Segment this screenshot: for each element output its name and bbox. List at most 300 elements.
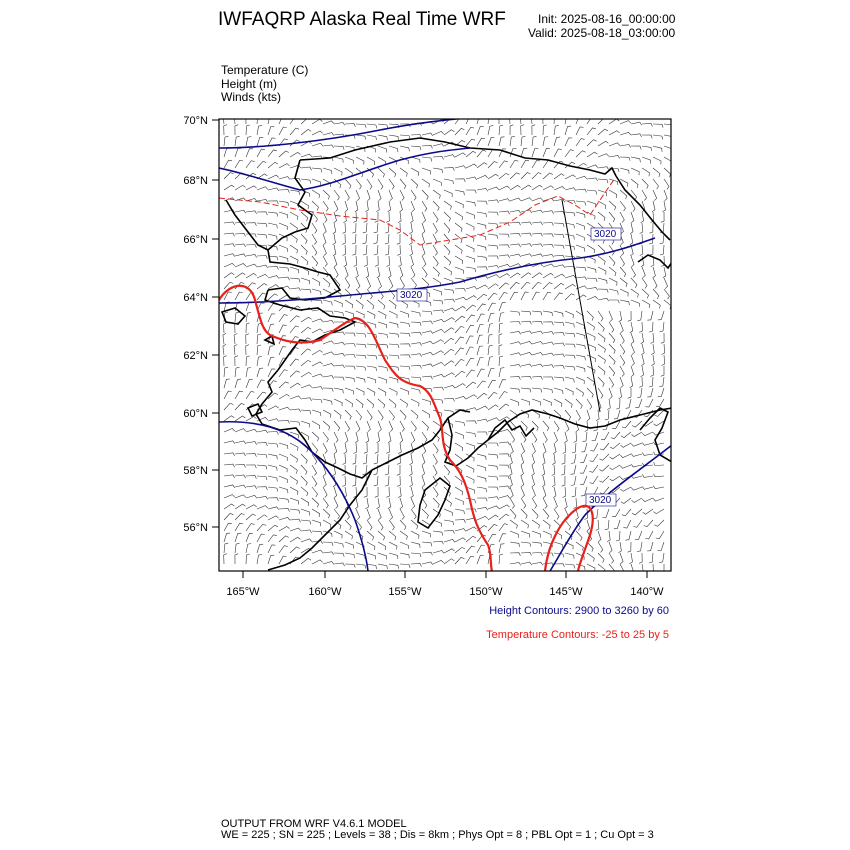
wind-barb [477, 245, 486, 251]
wind-barb [610, 454, 620, 459]
wind-barb [499, 505, 510, 509]
wind-barb [622, 509, 631, 516]
wind-barb [386, 256, 389, 267]
wind-barb [589, 465, 598, 472]
wind-barb [455, 476, 462, 485]
wind-barb [543, 377, 553, 380]
wind-barb [444, 509, 452, 516]
wind-barb [466, 325, 474, 333]
wind-barb [246, 223, 256, 226]
wind-barb [477, 516, 488, 520]
wind-barb [279, 190, 289, 193]
wind-barb [400, 531, 407, 540]
wind-barb [433, 498, 439, 508]
wind-barb [388, 498, 391, 509]
wind-barb [649, 322, 653, 332]
wind-barb [333, 223, 336, 234]
wind-barb [598, 542, 603, 552]
wind-barb [268, 406, 279, 410]
wind-barb [224, 273, 234, 278]
wind-barb [477, 324, 484, 333]
wind-barb [246, 417, 257, 422]
wind-barb [654, 520, 664, 526]
wind-barb [543, 311, 553, 316]
wind-barb [345, 190, 349, 201]
wind-barb [477, 487, 487, 492]
wind-barb [352, 234, 356, 244]
wind-barb [323, 542, 333, 546]
wind-barb [488, 368, 494, 377]
wind-barb [389, 421, 393, 432]
wind-barb [653, 146, 662, 152]
wind-barb [455, 326, 464, 333]
wind-barb [600, 443, 609, 450]
wind-barb [610, 476, 620, 481]
wind-barb [587, 278, 597, 282]
wind-barb [598, 344, 605, 353]
wind-barb [290, 476, 298, 485]
wind-barb [279, 347, 286, 355]
wind-barb [631, 179, 638, 188]
wind-barb [378, 168, 385, 177]
wind-barb [422, 352, 433, 355]
wind-barb [543, 161, 552, 168]
wind-barb [356, 124, 366, 128]
wind-barb [477, 507, 488, 510]
wind-barb [323, 421, 330, 430]
wind-barb [521, 498, 526, 508]
wind-barb [632, 432, 643, 437]
wind-barb [422, 376, 433, 379]
wind-barb [455, 359, 464, 366]
wind-barb [510, 542, 520, 547]
wind-barb [411, 332, 422, 335]
wind-barb [444, 168, 454, 171]
lat-label: 64°N [183, 292, 208, 304]
wind-barb [246, 125, 250, 135]
wind-barb [601, 432, 609, 440]
wind-barb [312, 329, 323, 333]
wind-barb [521, 341, 532, 344]
wind-barb [378, 300, 385, 309]
wind-barb [224, 391, 232, 399]
wind-barb [564, 432, 567, 443]
wind-barb [389, 553, 398, 559]
wind-barb [235, 475, 246, 478]
wind-barb [609, 311, 612, 322]
wind-barb [654, 462, 664, 465]
wind-barb [246, 442, 257, 445]
wind-barb [596, 520, 599, 531]
wind-barb [631, 366, 634, 377]
wind-barb [323, 278, 330, 287]
wind-barb [510, 222, 521, 225]
wind-barb [409, 476, 412, 487]
wind-barb [235, 185, 246, 190]
wind-barb [521, 531, 530, 538]
wind-barb [499, 368, 504, 377]
wind-barb [576, 399, 582, 409]
wind-barb [301, 278, 310, 284]
wind-barb [455, 306, 466, 311]
wind-barb [422, 223, 425, 234]
wind-barb [397, 234, 400, 244]
wind-barb [224, 263, 235, 267]
wind-barb [290, 256, 298, 264]
wind-barb [554, 245, 564, 249]
wind-barb [224, 323, 227, 333]
wind-barb [554, 212, 564, 215]
wind-barb [301, 410, 311, 414]
wind-barb [323, 520, 331, 528]
wind-barb [268, 443, 278, 447]
wind-barb [367, 311, 375, 319]
wind-barb [499, 274, 510, 278]
wind-barb [576, 344, 585, 349]
wind-barb [343, 454, 346, 465]
wind-barb [499, 454, 509, 457]
wind-barb [576, 355, 585, 360]
wind-barb [661, 212, 664, 222]
nunivak-island [248, 404, 262, 416]
wind-barb [334, 212, 337, 223]
wind-barb [510, 210, 521, 213]
wind-barb [521, 331, 532, 334]
wind-barb [609, 131, 620, 135]
wind-barb [268, 150, 277, 157]
wind-barb [378, 520, 383, 530]
wind-barb [366, 498, 369, 509]
wind-barb [312, 399, 322, 403]
wind-barb [375, 443, 378, 453]
wind-barb [587, 178, 598, 181]
wind-barb [466, 245, 474, 252]
wind-barb [334, 388, 343, 393]
wind-barb [499, 404, 509, 410]
wind-barb [400, 410, 406, 420]
wind-barb [660, 234, 664, 244]
wind-barb [590, 454, 598, 462]
wind-barb [510, 185, 521, 190]
wind-barb [422, 190, 428, 200]
wind-barb [477, 188, 488, 191]
wind-barb [290, 498, 299, 505]
wind-barb [378, 410, 383, 420]
wind-barb [235, 495, 246, 498]
wind-barb [587, 116, 595, 124]
wind-barb [389, 564, 399, 569]
wind-barb [257, 137, 263, 146]
wind-barb [290, 487, 298, 495]
wind-barb [631, 564, 634, 575]
wind-barb [367, 542, 375, 550]
wind-barb [542, 454, 545, 465]
wind-barb [268, 465, 277, 471]
wind-barb [367, 366, 377, 371]
wind-barb [455, 421, 465, 426]
wind-barb [565, 234, 574, 239]
wind-barb [433, 245, 438, 256]
wind-barb [477, 267, 487, 270]
model-info-line1: OUTPUT FROM WRF V4.6.1 MODEL [221, 818, 407, 830]
wind-barb [521, 388, 531, 392]
wind-barb [398, 487, 401, 498]
wind-barb [356, 300, 363, 309]
wind-barb [400, 267, 403, 278]
wind-barb [554, 125, 559, 135]
wind-barb [510, 198, 521, 201]
wind-barb [637, 311, 642, 321]
wind-barb [301, 385, 312, 388]
wind-barb [356, 355, 366, 359]
wind-barb [651, 333, 654, 344]
wind-barb [345, 311, 354, 317]
wind-barb [312, 387, 323, 390]
wind-barb [343, 212, 346, 223]
wind-barb [552, 476, 555, 487]
wind-barb [499, 199, 510, 202]
wind-barb [521, 352, 532, 355]
wind-barb [301, 212, 308, 221]
wind-barb [444, 530, 455, 533]
wind-barb [598, 201, 606, 209]
wind-barb [268, 419, 279, 422]
southwest-coast [256, 370, 372, 478]
wind-barb [642, 432, 653, 436]
wind-barb [631, 146, 641, 149]
wind-barb [301, 558, 311, 564]
wind-barb [323, 341, 334, 344]
wind-barb [334, 553, 344, 557]
wind-barb [651, 344, 654, 355]
wind-barb [312, 443, 318, 453]
wind-barb [290, 212, 298, 220]
wind-barb [354, 443, 357, 454]
wind-barb [488, 345, 493, 355]
wind-barb [411, 322, 421, 326]
wind-barb [466, 556, 474, 564]
wind-barb [235, 453, 246, 456]
wind-barb [620, 355, 625, 365]
wind-barb [400, 520, 406, 530]
wind-barb [444, 520, 454, 525]
wind-barb [353, 245, 357, 255]
wind-barb [290, 278, 300, 282]
wind-barb [587, 288, 598, 291]
wind-barb [422, 267, 427, 277]
wind-barb [224, 125, 227, 135]
wind-barb [374, 223, 378, 233]
wind-barb [587, 201, 596, 207]
wind-barb [378, 124, 388, 128]
wind-barb [422, 531, 431, 537]
wind-barb [235, 125, 238, 135]
wind-barb [620, 465, 631, 468]
wind-barb [301, 317, 311, 322]
wind-barb [433, 362, 444, 366]
wind-barb [374, 454, 378, 464]
wind-barb [353, 487, 356, 498]
wind-barb [455, 166, 466, 169]
wind-barb [375, 212, 378, 222]
wind-barb [614, 410, 620, 419]
wind-barb [658, 388, 664, 397]
wind-barb [378, 509, 381, 520]
wind-barb [366, 432, 369, 443]
wind-barb [532, 364, 543, 367]
wind-barb [656, 399, 664, 407]
wind-barb [587, 152, 597, 157]
alaska-peninsula [268, 470, 372, 570]
wind-barb [630, 377, 633, 388]
wind-barb [521, 520, 529, 528]
wind-barb [565, 399, 572, 408]
wind-barb [521, 562, 532, 565]
wind-barb [356, 190, 360, 201]
wind-barb [554, 199, 565, 202]
wind-barb [499, 255, 510, 258]
wind-barb [499, 380, 506, 388]
wind-barb [410, 212, 413, 223]
wind-barb [345, 542, 354, 549]
wind-barb [599, 454, 609, 460]
wind-barb [521, 198, 532, 201]
wind-barb [565, 388, 573, 395]
wind-barb [290, 454, 298, 462]
wind-barb [532, 311, 542, 315]
wind-barb [466, 443, 475, 450]
wind-barb [631, 256, 634, 267]
wind-barb [620, 366, 624, 377]
wind-barb [355, 201, 358, 212]
wind-barb [246, 303, 253, 312]
wind-barb [554, 274, 565, 278]
wind-barb [576, 366, 585, 372]
wind-barb [422, 157, 432, 161]
wind-barb [246, 161, 255, 168]
wind-barb [433, 374, 444, 377]
wind-barb [246, 534, 253, 542]
wind-barb [279, 517, 290, 520]
wind-barb [268, 357, 274, 366]
wind-barb [279, 212, 288, 218]
wind-barb [323, 256, 327, 267]
wind-barb [257, 506, 268, 509]
wind-barb [543, 421, 549, 431]
wind-barb [576, 245, 585, 252]
wind-barb [385, 245, 389, 255]
wind-barb [246, 273, 257, 278]
wind-barb [279, 536, 289, 542]
wind-barb [466, 527, 477, 531]
wind-barb [385, 465, 389, 475]
wind-barb [642, 498, 653, 502]
wind-barb [257, 392, 266, 399]
wind-barb [543, 365, 554, 368]
wind-barb [378, 146, 387, 153]
wind-barb [400, 421, 404, 432]
plot-title: IWFAQRP Alaska Real Time WRF [218, 9, 506, 30]
wind-barb [619, 388, 622, 399]
wind-barb [477, 127, 484, 135]
wind-barb [363, 245, 367, 255]
wind-barb [587, 128, 596, 135]
wind-barb [653, 289, 659, 299]
wind-barb [565, 212, 575, 216]
wind-barb [367, 377, 376, 383]
wind-barb [389, 179, 394, 189]
wind-barb [345, 333, 355, 336]
wind-barb [444, 256, 451, 265]
wind-barb [235, 136, 240, 146]
wind-barb [378, 377, 387, 383]
wind-barb [477, 212, 487, 217]
wind-barb [620, 344, 625, 354]
wind-barb [257, 356, 262, 366]
wind-barb [609, 542, 612, 553]
wind-barb [466, 465, 474, 473]
wind-barb [389, 322, 398, 328]
wind-barb [411, 146, 421, 150]
wind-barb [224, 173, 234, 180]
wind-barb [268, 126, 274, 135]
wind-barb [477, 545, 485, 553]
wind-barb [363, 454, 367, 464]
wind-barb [542, 476, 545, 487]
wind-barb [397, 476, 400, 486]
valid-time: Valid: 2025-08-18_03:00:00 [528, 26, 676, 40]
wind-barb [279, 382, 289, 388]
wind-barb [422, 201, 427, 211]
wind-barb [235, 554, 238, 564]
wind-barb [488, 324, 493, 334]
wind-barb [477, 454, 486, 460]
wind-barb [543, 332, 554, 335]
wind-barb [356, 564, 366, 569]
wind-barb [400, 542, 408, 549]
wind-barb [257, 187, 268, 190]
wind-barb [631, 333, 634, 344]
wind-barb [499, 303, 506, 311]
wind-barb [477, 406, 488, 410]
wind-barb [554, 366, 564, 369]
wind-barb [235, 543, 240, 553]
wind-barb [587, 322, 595, 330]
wind-barb [345, 267, 348, 278]
wind-barb [477, 256, 487, 261]
wind-barb [224, 379, 230, 388]
wind-barb [334, 509, 340, 519]
wind-barb [422, 542, 432, 546]
wind-barb [554, 343, 565, 346]
wind-barb [598, 167, 609, 170]
wind-barb [257, 544, 263, 553]
wind-barb [400, 564, 410, 568]
wind-barb [334, 542, 343, 547]
wind-barb [576, 176, 587, 179]
wind-barb [444, 410, 454, 415]
wind-barb [422, 133, 433, 136]
wind-barb [499, 323, 503, 333]
wind-barb [455, 371, 465, 377]
wind-barb [642, 278, 647, 288]
wind-barb [640, 245, 643, 256]
wind-barb [342, 223, 345, 233]
wind-barb [565, 377, 574, 383]
wind-barb [444, 212, 451, 222]
wind-barb [455, 337, 464, 344]
wind-barb [323, 509, 330, 518]
